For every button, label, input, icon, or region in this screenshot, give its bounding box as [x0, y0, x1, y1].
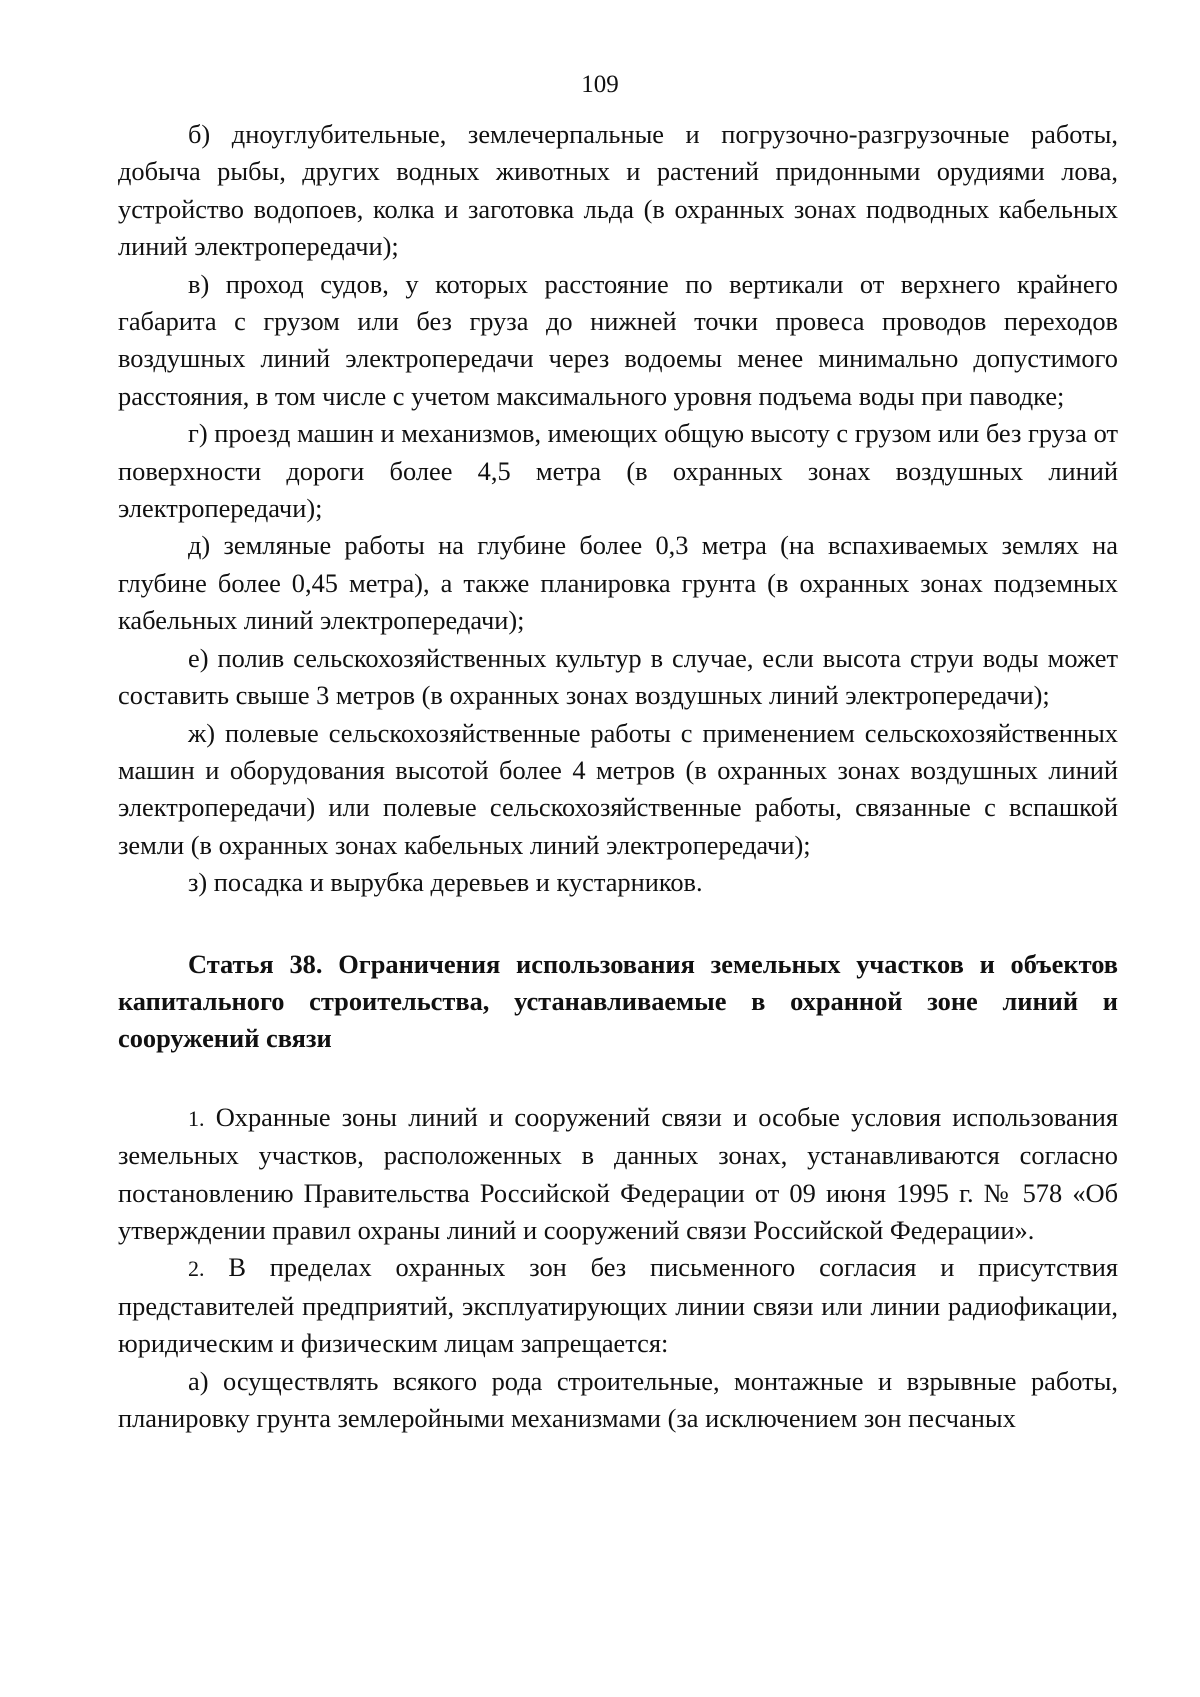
item-2-number: 2.: [188, 1256, 205, 1282]
page-number: 109: [581, 71, 619, 98]
item-2-a: а) осуществлять всякого рода строительные, монтажные и взрывные работы, планировку грунта землеройными механизмами (за исключением зон песчаных: [118, 1365, 1118, 1433]
item-1-text: Охранные зоны линий и сооружений связи и особые условия использования земельных участков, расположенных в данных зонах, устанавливаются согласно постановлению Правительства Российской Федерации от 09 июня 1995 г. № 578 «Об утверждении правил охраны линий и сооружений связи Российской Федерации».: [118, 1101, 1118, 1245]
paragraph-g: г) проезд машин и механизмов, имеющих общую высоту с грузом или без груза от поверхности дороги более 4,5 метра (в охранных зонах воздушных линий электропередачи);: [118, 418, 1118, 524]
paragraph-z: з) посадка и вырубка деревьев и кустарников.: [188, 867, 703, 898]
page-body: [118, 116, 1118, 1437]
item-1: [118, 1099, 1118, 1250]
article-heading: Статья 38. Ограничения использования земельных участков и объектов капитального строительства, устанавливаемые в охранной зоне линий и сооружений связи: [118, 948, 1118, 1054]
paragraph-e: е) полив сельскохозяйственных культур в случае, если высота струи воды может составить свыше 3 метров (в охранных зонах воздушных линий электропередачи);: [118, 642, 1118, 711]
item-2-text: В пределах охранных зон без письменного согласия и присутствия представителей предприятий, эксплуатирующих линии связи или линии радиофикации, юридическим и физическим лицам запрещается:: [118, 1252, 1118, 1359]
paragraph-zh: ж) полевые сельскохозяйственные работы с применением сельскохозяйственных машин и оборудования высотой более 4 метров (в охранных зонах воздушных линий электропередачи) или полевые сельскохозяйственные работы, связанные с вспашкой земли (в охранных зонах кабельных линий электропередачи);: [118, 717, 1118, 860]
paragraph-b: б) дноуглубительные, землечерпальные и погрузочно-разгрузочные работы, добыча рыбы, других водных животных и растений придонными орудиями лова, устройство водопоев, колка и заготовка льда (в охранных зонах подводных кабельных линий электропередачи);: [118, 119, 1118, 262]
item-1-number: 1.: [188, 1105, 205, 1131]
item-2: [118, 1249, 1118, 1362]
paragraph-v: в) проход судов, у которых расстояние по вертикали от верхнего крайнего габарита с грузом или без груза до нижней точки провеса проводов переходов воздушных линий электропередачи через водоемы менее минимально допустимого расстояния, в том числе с учетом максимального уровня подъема воды при паводке;: [118, 268, 1118, 411]
paragraph-d: д) земляные работы на глубине более 0,3 метра (на вспахиваемых землях на глубине более 0,45 метра), а также планировка грунта (в охранных зонах подземных кабельных линий электропередачи);: [118, 530, 1118, 636]
